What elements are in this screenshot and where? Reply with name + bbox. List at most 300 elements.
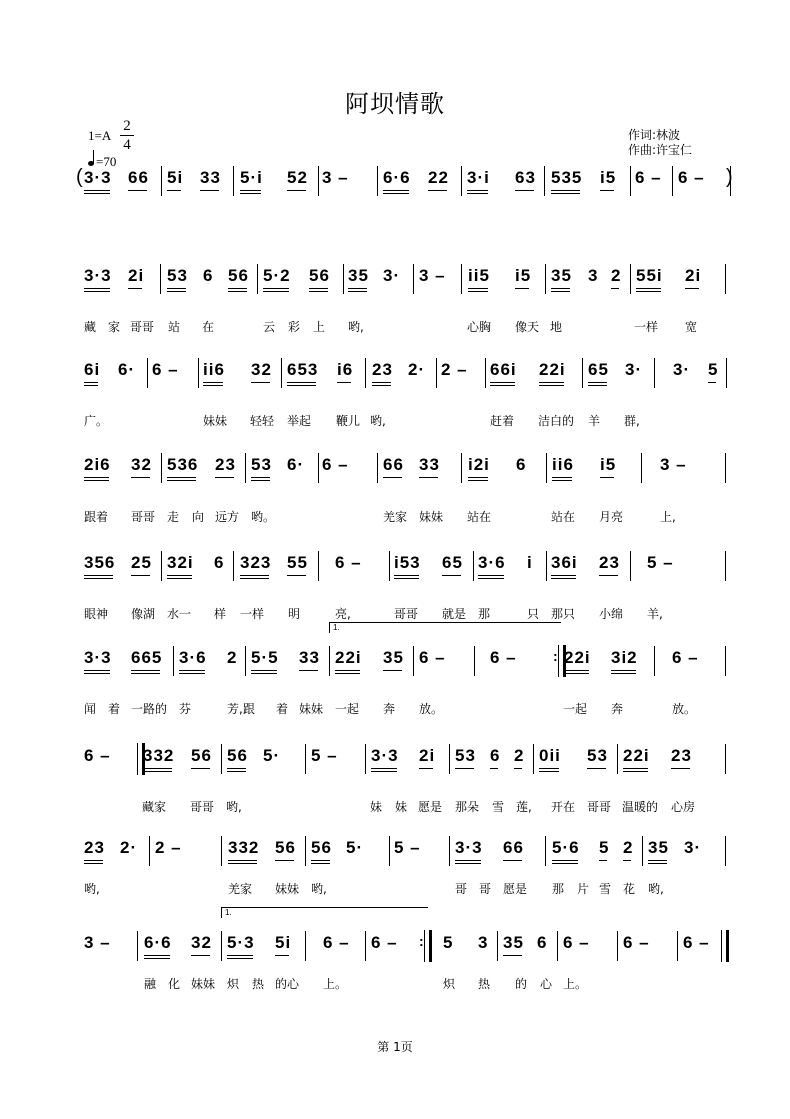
note-group: 3·3 bbox=[84, 648, 112, 668]
credits bbox=[628, 128, 692, 158]
lyric: 走 bbox=[167, 510, 180, 524]
lyric: 羌家 bbox=[383, 510, 408, 524]
lyric: 亮, bbox=[335, 607, 351, 621]
lyric: 妹 bbox=[370, 800, 383, 814]
note-group: 6 – bbox=[563, 933, 590, 952]
lyric: 羌家 bbox=[228, 882, 253, 896]
lyric: 芳,跟 bbox=[227, 702, 255, 716]
lyric: 片 bbox=[577, 882, 590, 896]
lyric: 妹妹 bbox=[419, 510, 444, 524]
lyric: 举起 bbox=[287, 414, 312, 428]
lyric: 放。 bbox=[672, 702, 697, 716]
note-group: 3 – bbox=[84, 933, 111, 952]
note-group: 2i bbox=[128, 266, 144, 286]
note-group: 2 bbox=[611, 266, 621, 286]
barline bbox=[544, 166, 545, 196]
note-group: 6 – bbox=[371, 933, 398, 952]
lyric: 开在 bbox=[551, 800, 576, 814]
note-group: 3·3 bbox=[84, 168, 112, 188]
double-barline bbox=[424, 930, 432, 962]
lyric: 心胸 bbox=[467, 320, 492, 334]
note-group: 23 bbox=[84, 838, 105, 858]
note-group: 32 bbox=[191, 933, 212, 953]
lyric: 哥哥 bbox=[131, 510, 156, 524]
barline bbox=[377, 453, 378, 483]
barline bbox=[389, 551, 390, 581]
lyric: 云 bbox=[263, 320, 276, 334]
lyric: 那只 bbox=[551, 607, 576, 621]
lyric: 哥哥 bbox=[587, 800, 612, 814]
lyric: 眼神 bbox=[84, 607, 109, 621]
note-group: 5· bbox=[346, 838, 364, 857]
note-group: 56 bbox=[227, 746, 248, 766]
note-group: 32 bbox=[131, 455, 152, 475]
repeat-dots: : bbox=[553, 648, 559, 664]
note-group: 3·6 bbox=[179, 648, 207, 668]
barline bbox=[546, 453, 547, 483]
note-group: i53 bbox=[394, 553, 421, 573]
barline bbox=[533, 744, 534, 774]
barline bbox=[365, 931, 366, 961]
lyric: 奔 bbox=[611, 702, 624, 716]
lyric: 炽 bbox=[227, 977, 240, 991]
barline bbox=[147, 358, 148, 388]
note-group: 536 bbox=[167, 455, 198, 475]
paren-right: ) bbox=[726, 166, 733, 188]
note-group: 6 – bbox=[672, 648, 699, 667]
note-group: 332 bbox=[143, 746, 174, 766]
barline bbox=[641, 453, 642, 483]
barline bbox=[305, 744, 306, 774]
note-group: ii5 bbox=[468, 266, 490, 286]
barline bbox=[281, 358, 282, 388]
barline bbox=[329, 646, 330, 676]
lyric: 那 bbox=[552, 882, 565, 896]
note-group: 3 – bbox=[419, 266, 446, 285]
barline bbox=[582, 358, 583, 388]
barline bbox=[725, 836, 726, 866]
note-group: 22i bbox=[564, 648, 591, 668]
lyric: 一样 bbox=[634, 320, 659, 334]
note-group: 653 bbox=[287, 360, 318, 380]
barline bbox=[233, 166, 234, 196]
note-group: 5·2 bbox=[263, 266, 291, 286]
lyric: 藏家 bbox=[142, 800, 167, 814]
note-group: 3·i bbox=[467, 168, 490, 188]
quarter-note-icon bbox=[88, 161, 94, 166]
note-group: 2i bbox=[419, 746, 435, 766]
lyric: 跟着 bbox=[84, 510, 109, 524]
note-group: 6 – bbox=[84, 746, 111, 765]
lyric: 羊, bbox=[647, 607, 663, 621]
page-number: 第 1页 bbox=[377, 1040, 413, 1054]
composer: 作曲:许宝仁 bbox=[628, 143, 693, 157]
note-group: 32i bbox=[167, 553, 194, 573]
lyric: 站 bbox=[168, 320, 181, 334]
barline bbox=[436, 358, 437, 388]
lyric: 一起 bbox=[335, 702, 360, 716]
barline bbox=[221, 744, 222, 774]
barline bbox=[449, 836, 450, 866]
note-group: 23 bbox=[599, 553, 620, 573]
note-group: 6·6 bbox=[144, 933, 172, 953]
barline bbox=[257, 264, 258, 294]
lyric: 的心 bbox=[275, 977, 300, 991]
note-group: 5i bbox=[167, 168, 183, 188]
barline bbox=[461, 166, 462, 196]
lyric: 妹妹 bbox=[275, 882, 300, 896]
lyric: 着 bbox=[108, 702, 121, 716]
note-group: 6i bbox=[84, 360, 100, 380]
lyric: 哥哥 bbox=[130, 320, 155, 334]
lyric: 上, bbox=[660, 510, 676, 524]
lyric: 赶着 bbox=[490, 414, 515, 428]
note-group: 6 – bbox=[490, 648, 517, 667]
lyric: 一起 bbox=[563, 702, 588, 716]
lyric: 哥哥 bbox=[190, 800, 215, 814]
note-group: 5 bbox=[599, 838, 609, 858]
lyric: 一路的 bbox=[131, 702, 168, 716]
lyric: 哟, bbox=[370, 414, 386, 428]
time-signature bbox=[120, 118, 134, 153]
lyric: 闻 bbox=[84, 702, 97, 716]
barline bbox=[233, 551, 234, 581]
barline bbox=[343, 264, 344, 294]
note-group: 3 – bbox=[322, 168, 349, 187]
barline bbox=[617, 931, 618, 961]
barline bbox=[305, 931, 306, 961]
note-group: 66 bbox=[383, 455, 404, 475]
barline bbox=[672, 166, 673, 196]
barline bbox=[642, 836, 643, 866]
note-group: 2i6 bbox=[84, 455, 111, 475]
note-group: 35 bbox=[383, 648, 404, 668]
note-group: 35 bbox=[648, 838, 669, 858]
lyric: 炽 bbox=[443, 977, 456, 991]
lyric: 彩 bbox=[288, 320, 301, 334]
lyric: 洁白的 bbox=[538, 414, 575, 428]
note-group: 33 bbox=[299, 648, 320, 668]
note-group: 3· bbox=[673, 360, 691, 379]
lyric: 芬 bbox=[179, 702, 192, 716]
note-group: 5 – bbox=[394, 838, 421, 857]
lyric: 雪 bbox=[492, 800, 505, 814]
barline bbox=[725, 646, 726, 676]
note-group: 56 bbox=[228, 266, 249, 286]
lyric: 上 bbox=[313, 320, 326, 334]
note-group: 5· bbox=[263, 746, 281, 765]
note-group: 35 bbox=[503, 933, 524, 953]
note-group: 6 bbox=[214, 553, 225, 572]
lyric: 月亮 bbox=[599, 510, 624, 524]
note-group: 22i bbox=[539, 360, 566, 380]
note-group: 22 bbox=[428, 168, 449, 188]
lyric: 花 bbox=[623, 882, 636, 896]
lyric: 上。 bbox=[563, 977, 588, 991]
lyric: 像天 bbox=[515, 320, 540, 334]
note-group: 6 – bbox=[623, 933, 650, 952]
note-group: 56 bbox=[309, 266, 330, 286]
barline bbox=[485, 358, 486, 388]
lyric: 哟。 bbox=[251, 510, 276, 524]
lyric: 哥哥 bbox=[394, 607, 419, 621]
lyric: 放。 bbox=[419, 702, 444, 716]
note-group: 66i bbox=[490, 360, 517, 380]
note-group: 535 bbox=[551, 168, 582, 188]
note-group: i5 bbox=[600, 455, 616, 475]
lyric: 哟, bbox=[84, 882, 100, 896]
note-group: 5i bbox=[275, 933, 291, 953]
note-group: 23 bbox=[215, 455, 236, 475]
lyric: 一样 bbox=[240, 607, 265, 621]
note-group: 6·6 bbox=[383, 168, 411, 188]
lyric: 水一 bbox=[167, 607, 192, 621]
note-group: 3· bbox=[684, 838, 702, 857]
lyric: 在 bbox=[202, 320, 215, 334]
note-group: 2· bbox=[120, 838, 138, 857]
lyric: 心房 bbox=[671, 800, 696, 814]
note-group: 2· bbox=[408, 360, 426, 379]
volta-bracket: 1. bbox=[221, 907, 428, 918]
barline bbox=[137, 931, 138, 961]
note-group: ii6 bbox=[203, 360, 225, 380]
barline bbox=[545, 836, 546, 866]
key-signature: 1=A bbox=[88, 128, 112, 143]
note-group: 6 bbox=[537, 933, 548, 952]
note-group: 66 bbox=[503, 838, 524, 858]
barline bbox=[245, 453, 246, 483]
note-group: i bbox=[527, 553, 533, 572]
note-group: 33 bbox=[419, 455, 440, 475]
lyric: 奔 bbox=[383, 702, 396, 716]
note-group: 5 bbox=[443, 933, 454, 952]
note-group: 2 bbox=[514, 746, 524, 766]
note-group: 35 bbox=[551, 266, 572, 286]
barline bbox=[221, 931, 222, 961]
barline bbox=[497, 931, 498, 961]
note-group: 356 bbox=[84, 553, 115, 573]
lyric: 远方 bbox=[215, 510, 240, 524]
note-group: 3 bbox=[478, 933, 489, 952]
note-group: i6 bbox=[337, 360, 353, 380]
lyric: 羊 bbox=[588, 414, 601, 428]
barline bbox=[725, 744, 726, 774]
note-group: 25 bbox=[131, 553, 152, 573]
note-group: 5·6 bbox=[552, 838, 580, 858]
lyric: 藏 bbox=[84, 320, 97, 334]
barline bbox=[161, 453, 162, 483]
note-group: 3·3 bbox=[371, 746, 399, 766]
note-group: 3·3 bbox=[84, 266, 112, 286]
barline bbox=[377, 166, 378, 196]
lyric: 样 bbox=[214, 607, 227, 621]
lyric: 那 bbox=[478, 607, 491, 621]
note-group: 53 bbox=[587, 746, 608, 766]
lyric: 雪 bbox=[599, 882, 612, 896]
note-group: 6· bbox=[287, 455, 305, 474]
note-group: 2 bbox=[623, 838, 633, 858]
note-group: 23 bbox=[372, 360, 393, 380]
lyric: 宽 bbox=[685, 320, 698, 334]
note-group: 23 bbox=[671, 746, 692, 766]
barline bbox=[318, 453, 319, 483]
note-group: 5 – bbox=[311, 746, 338, 765]
note-group: 65 bbox=[442, 553, 463, 573]
lyric: 化 bbox=[168, 977, 181, 991]
barline bbox=[413, 264, 414, 294]
barline bbox=[654, 358, 655, 388]
barline bbox=[365, 744, 366, 774]
note-group: 3·3 bbox=[455, 838, 483, 858]
note-group: 53 bbox=[167, 266, 188, 286]
lyric: 温暖的 bbox=[622, 800, 659, 814]
lyric: 那朵 bbox=[455, 800, 480, 814]
lyric: 地 bbox=[550, 320, 563, 334]
note-group: 665 bbox=[131, 648, 162, 668]
note-group: 6 – bbox=[152, 360, 179, 379]
note-group: 3·6 bbox=[478, 553, 506, 573]
note-group: 52 bbox=[287, 168, 308, 188]
note-group: 5·5 bbox=[251, 648, 279, 668]
double-barline bbox=[558, 645, 566, 677]
barline bbox=[365, 358, 366, 388]
note-group: 6 – bbox=[419, 648, 446, 667]
lyric: 的 bbox=[515, 977, 528, 991]
lyric: 广。 bbox=[84, 414, 109, 428]
barline bbox=[305, 836, 306, 866]
barline bbox=[677, 931, 678, 961]
lyric: 鞭儿 bbox=[336, 414, 361, 428]
tempo-value: =70 bbox=[96, 154, 117, 169]
barline bbox=[545, 264, 546, 294]
note-group: 36i bbox=[551, 553, 578, 573]
note-group: 3 – bbox=[660, 455, 687, 474]
note-group: 5 – bbox=[647, 553, 674, 572]
barline bbox=[725, 453, 726, 483]
note-group: 6 – bbox=[322, 455, 349, 474]
note-group: 56 bbox=[191, 746, 212, 766]
barline bbox=[149, 836, 150, 866]
barline bbox=[654, 646, 655, 676]
lyric: 妹妹 bbox=[203, 414, 228, 428]
note-group: 22i bbox=[335, 648, 362, 668]
note-group: 323 bbox=[240, 553, 271, 573]
barline bbox=[461, 264, 462, 294]
lyric: 只 bbox=[527, 607, 540, 621]
note-group: 6 – bbox=[678, 168, 705, 187]
note-group: 65 bbox=[588, 360, 609, 380]
lyric: 就是 bbox=[442, 607, 467, 621]
note-group: 56 bbox=[275, 838, 296, 858]
lyric: 群, bbox=[624, 414, 640, 428]
note-group: 66 bbox=[128, 168, 149, 188]
note-group: 3i2 bbox=[611, 648, 638, 668]
note-group: 53 bbox=[251, 455, 272, 475]
lyric: 哟, bbox=[648, 882, 664, 896]
lyric: 融 bbox=[144, 977, 157, 991]
note-group: 32 bbox=[251, 360, 272, 380]
note-group: 56 bbox=[311, 838, 332, 858]
barline bbox=[725, 551, 726, 581]
lyric: 哟, bbox=[311, 882, 327, 896]
barline bbox=[557, 931, 558, 961]
note-group: 6 bbox=[490, 746, 500, 766]
lyric: 站在 bbox=[467, 510, 492, 524]
note-group: ii6 bbox=[552, 455, 574, 475]
note-group: 5 bbox=[708, 360, 718, 380]
lyric: 哟, bbox=[348, 320, 364, 334]
note-group: 6 – bbox=[323, 933, 350, 952]
note-group: 2i bbox=[685, 266, 701, 286]
note-group: 5·i bbox=[240, 168, 263, 188]
barline bbox=[630, 551, 631, 581]
note-group: 35 bbox=[348, 266, 369, 286]
barline bbox=[161, 166, 162, 196]
note-group: i5 bbox=[515, 266, 531, 286]
note-group: 2 – bbox=[441, 360, 468, 379]
barline bbox=[617, 744, 618, 774]
time-signature-bottom: 4 bbox=[123, 137, 131, 153]
note-group: 55 bbox=[287, 553, 308, 573]
note-group: 6· bbox=[118, 360, 136, 379]
lyric: 着 bbox=[276, 702, 289, 716]
note-group: 63 bbox=[515, 168, 536, 188]
note-group: 53 bbox=[455, 746, 476, 766]
barline bbox=[473, 551, 474, 581]
barline bbox=[630, 264, 631, 294]
barline bbox=[413, 646, 414, 676]
barline bbox=[449, 744, 450, 774]
note-group: 5·3 bbox=[227, 933, 255, 953]
note-group: 33 bbox=[200, 168, 221, 188]
lyric: 妹妹 bbox=[299, 702, 324, 716]
lyric: 心 bbox=[540, 977, 553, 991]
song-title: 阿坝情歌 bbox=[345, 90, 445, 118]
volta-bracket: 1. bbox=[329, 622, 561, 633]
final-barline bbox=[721, 930, 729, 962]
lyric: 哟, bbox=[226, 800, 242, 814]
lyric: 向 bbox=[192, 510, 205, 524]
lyric: 愿是 bbox=[503, 882, 528, 896]
note-group: 6 bbox=[203, 266, 214, 285]
barline bbox=[221, 836, 222, 866]
paren-left: ( bbox=[76, 166, 83, 188]
lyric: 妹妹 bbox=[191, 977, 216, 991]
barline bbox=[630, 166, 631, 196]
note-group: 6 – bbox=[335, 553, 362, 572]
barline bbox=[546, 551, 547, 581]
note-group: 3 bbox=[588, 266, 599, 285]
lyric: 小绵 bbox=[599, 607, 624, 621]
note-group: 6 bbox=[516, 455, 527, 474]
barline bbox=[474, 646, 475, 676]
note-group: 2 bbox=[227, 648, 238, 667]
barline bbox=[318, 551, 319, 581]
lyric: 哥 bbox=[479, 882, 492, 896]
time-signature-top: 2 bbox=[123, 118, 131, 134]
note-group: 3· bbox=[383, 266, 401, 285]
barline bbox=[161, 551, 162, 581]
lyric: 愿是 bbox=[418, 800, 443, 814]
note-group: 6 – bbox=[635, 168, 662, 187]
barline bbox=[173, 646, 174, 676]
barline bbox=[245, 646, 246, 676]
lyric: 热 bbox=[478, 977, 491, 991]
repeat-dots: : bbox=[419, 933, 425, 949]
note-group: i2i bbox=[468, 455, 490, 475]
note-group: 332 bbox=[228, 838, 259, 858]
lyric: 莲, bbox=[516, 800, 532, 814]
